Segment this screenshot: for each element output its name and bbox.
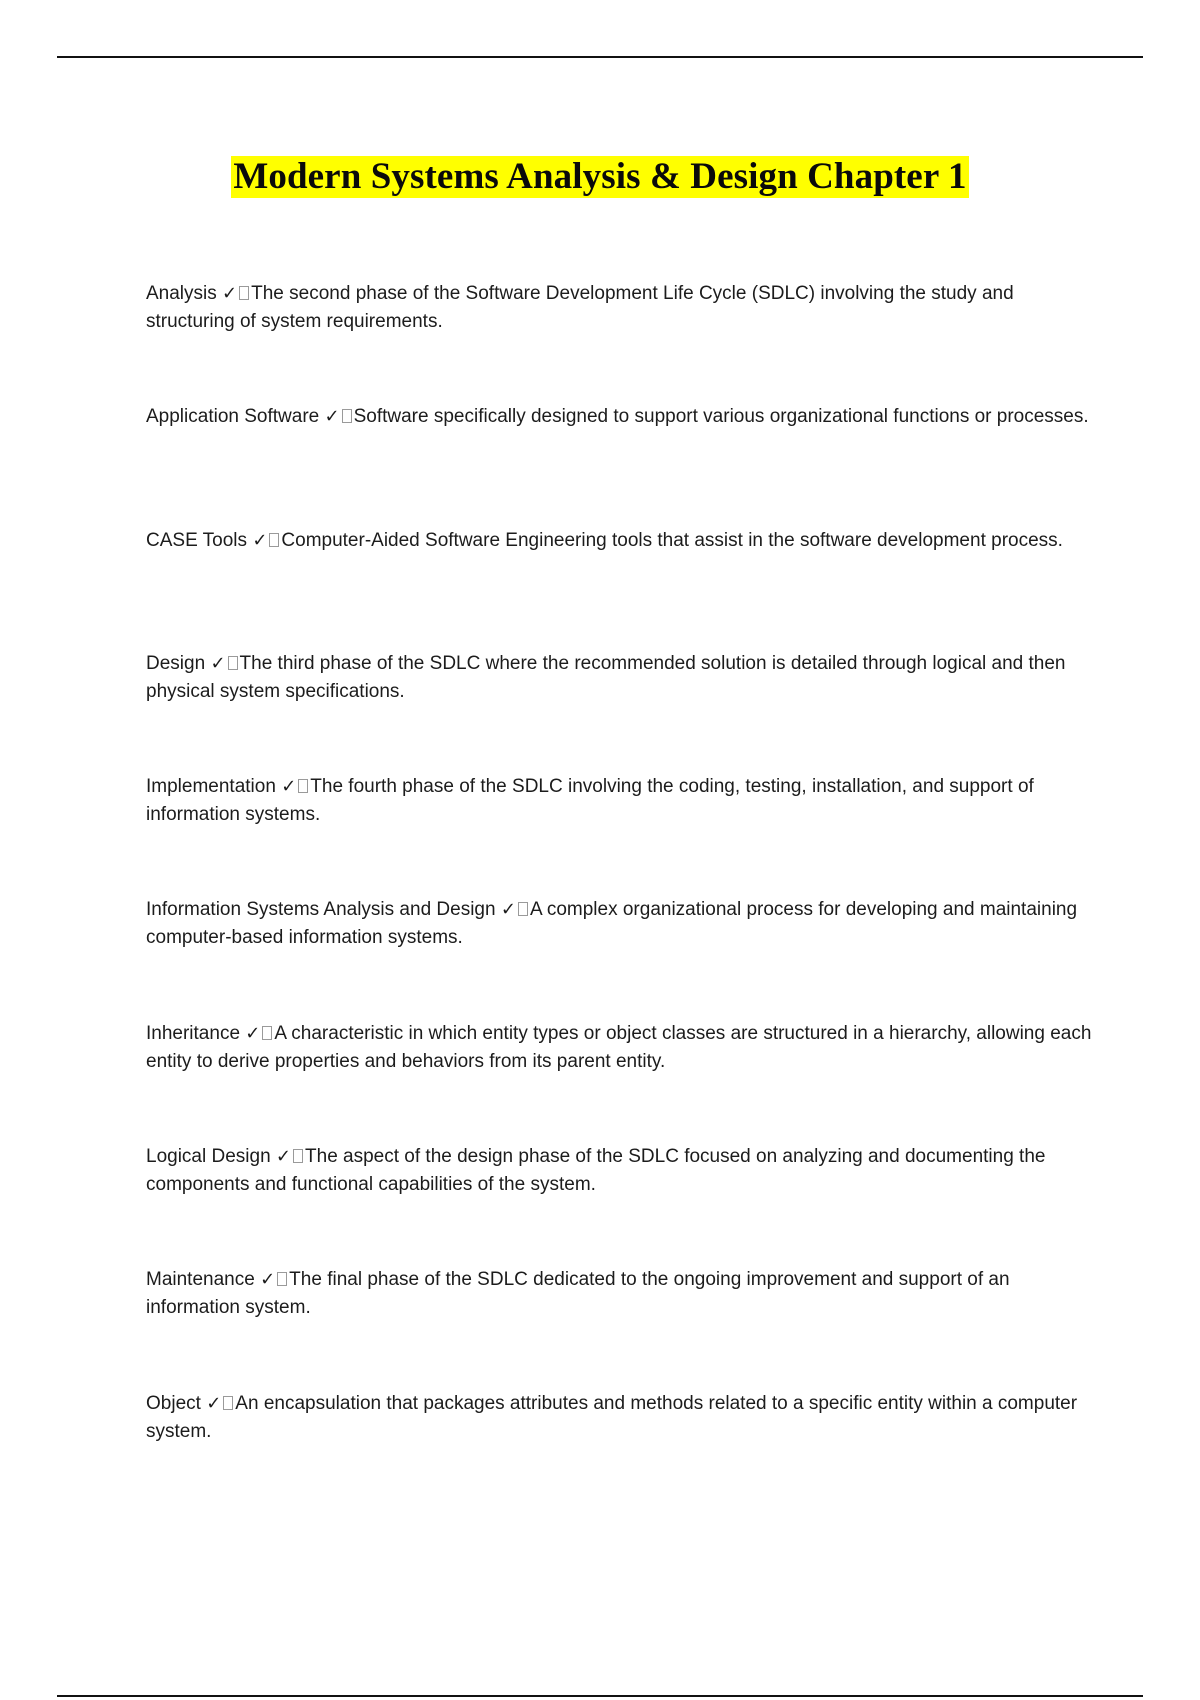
glossary-entry — [146, 1143, 1096, 1266]
entry-definition: The third phase of the SDLC where the recommended solution is detailed through logical and then physical system specifications. — [146, 652, 1066, 702]
entry-term: Inheritance — [146, 1022, 241, 1044]
title-container — [0, 156, 1200, 198]
entry-definition: A complex organizational process for developing and maintaining computer-based information systems. — [146, 899, 1078, 949]
entry-term: Object — [146, 1392, 201, 1414]
top-rule — [57, 56, 1143, 58]
glossary-entry — [146, 280, 1096, 403]
check-icon: ✓ — [206, 1392, 222, 1414]
entry-definition: The final phase of the SDLC dedicated to the ongoing improvement and support of an information system. — [146, 1269, 1010, 1319]
glossary-entry — [146, 896, 1096, 1019]
check-icon: ✓ — [500, 899, 516, 921]
glossary-list — [146, 280, 1096, 1513]
entry-term: Information Systems Analysis and Design — [146, 899, 496, 921]
missing-glyph-box-icon — [223, 1396, 233, 1410]
check-icon: ✓ — [281, 776, 297, 798]
entry-definition: The second phase of the Software Development Life Cycle (SDLC) involving the study and structuring of system requirements. — [146, 283, 1014, 332]
entry-definition: Software specifically designed to support various organizational functions or processes. — [353, 406, 1089, 428]
check-icon: ✓ — [275, 1146, 292, 1168]
glossary-entry — [146, 527, 1096, 650]
entry-definition: Computer-Aided Software Engineering tools that assist in the software development process. — [281, 529, 1063, 551]
entry-term: Implementation — [146, 776, 276, 798]
missing-glyph-box-icon — [269, 533, 279, 547]
check-icon: ✓ — [324, 406, 340, 428]
entry-definition: The fourth phase of the SDLC involving the coding, testing, installation, and support of information systems. — [146, 776, 1034, 826]
entry-definition: A characteristic in which entity types or object classes are structured in a hierarchy, allowing each entity to derive properties and behaviors from its parent entity. — [146, 1022, 1092, 1072]
entry-term: Analysis — [146, 283, 217, 304]
check-icon: ✓ — [260, 1269, 276, 1291]
missing-glyph-box-icon — [298, 779, 308, 793]
check-icon: ✓ — [222, 283, 238, 304]
glossary-entry — [146, 1390, 1096, 1513]
entry-term: Logical Design — [146, 1146, 271, 1168]
glossary-entry — [146, 1020, 1096, 1143]
missing-glyph-box-icon — [518, 902, 528, 916]
missing-glyph-box-icon — [228, 656, 238, 670]
entry-definition: The aspect of the design phase of the SDLC focused on analyzing and documenting the components and functional capabilities of the system. — [146, 1146, 1046, 1196]
glossary-entry — [146, 403, 1096, 526]
check-icon: ✓ — [245, 1022, 261, 1044]
missing-glyph-box-icon — [239, 286, 249, 300]
glossary-entry — [146, 773, 1096, 896]
missing-glyph-box-icon — [342, 409, 352, 423]
entry-term: Maintenance — [146, 1269, 255, 1291]
entry-term: Design — [146, 652, 206, 674]
glossary-entry — [146, 1266, 1096, 1389]
check-icon: ✓ — [252, 529, 268, 551]
bottom-rule — [57, 1695, 1143, 1697]
check-icon: ✓ — [210, 652, 226, 674]
glossary-entry — [146, 650, 1096, 773]
missing-glyph-box-icon — [277, 1272, 287, 1286]
page-title: Modern Systems Analysis & Design Chapter 1 — [233, 156, 967, 197]
missing-glyph-box-icon — [293, 1149, 303, 1163]
entry-definition: An encapsulation that packages attributes and methods related to a specific entity within a computer system. — [146, 1392, 1078, 1442]
entry-term: Application Software — [146, 406, 320, 428]
missing-glyph-box-icon — [262, 1026, 272, 1040]
entry-term: CASE Tools — [146, 529, 248, 551]
